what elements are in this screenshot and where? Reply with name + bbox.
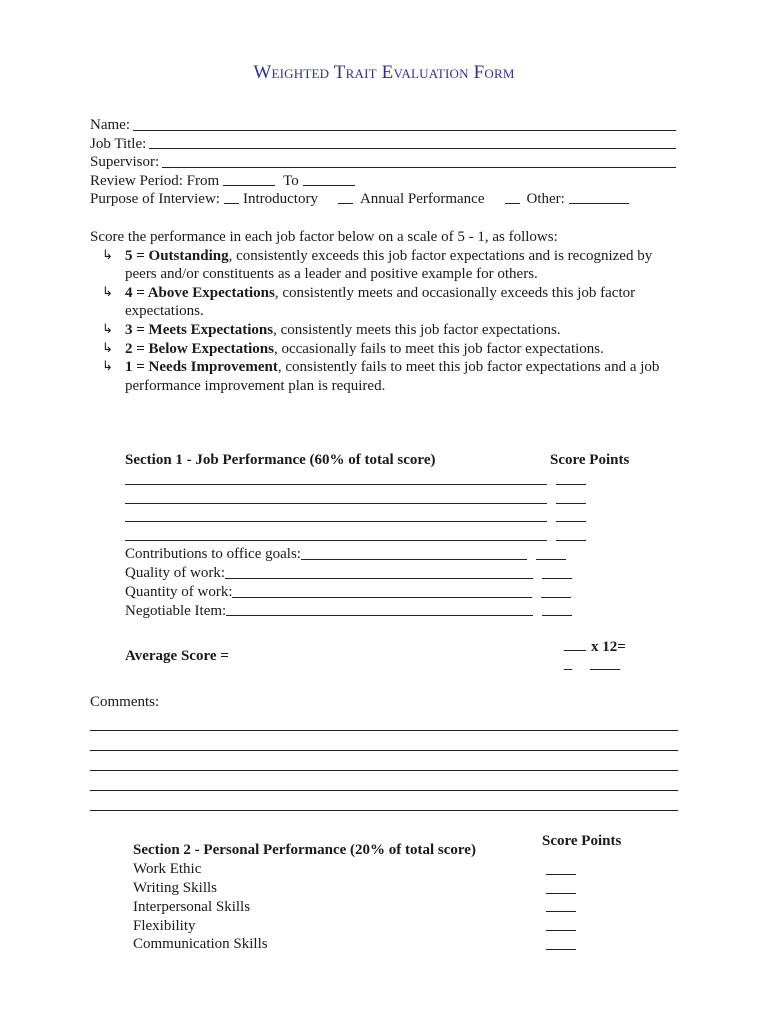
section2-item-row bbox=[133, 860, 593, 879]
annual-checkbox[interactable] bbox=[338, 190, 353, 204]
average-field[interactable] bbox=[564, 637, 586, 651]
section1-header bbox=[125, 451, 645, 470]
multiplier-label: x 12= bbox=[591, 639, 626, 655]
section2-item-row bbox=[133, 898, 593, 917]
section2-heading: Section 2 - Personal Performance (20% of total score) bbox=[133, 842, 476, 858]
score-field[interactable] bbox=[546, 893, 576, 894]
negotiable-field[interactable] bbox=[226, 615, 533, 616]
score-field[interactable] bbox=[542, 615, 572, 616]
supervisor-row bbox=[90, 153, 680, 172]
hooked-arrow-icon: ↳ bbox=[102, 359, 113, 375]
score-field[interactable] bbox=[541, 597, 571, 598]
comment-line[interactable] bbox=[90, 791, 678, 811]
section1-score-heading: Score Points bbox=[550, 452, 630, 468]
quality-label: Quality of work: bbox=[125, 565, 225, 582]
contributions-label: Contributions to office goals: bbox=[125, 546, 301, 563]
score-field[interactable] bbox=[556, 540, 586, 541]
writing-skills-label: Writing Skills bbox=[133, 880, 217, 896]
comments-block bbox=[90, 693, 678, 811]
section1-heading: Section 1 - Job Performance (60% of total score) bbox=[125, 452, 436, 468]
scale-intro-text: Score the performance in each job factor below on a scale of 5 - 1, as follows: bbox=[90, 229, 558, 245]
hooked-arrow-icon: ↳ bbox=[102, 284, 113, 300]
score-field[interactable] bbox=[556, 484, 586, 485]
section1-blank-row bbox=[125, 489, 645, 508]
hooked-arrow-icon: ↳ bbox=[102, 340, 113, 356]
scale-instructions bbox=[90, 228, 680, 395]
section1-item-row bbox=[125, 545, 645, 564]
review-period-to-label: To bbox=[283, 172, 299, 189]
review-period-from-field[interactable] bbox=[223, 172, 275, 186]
section2-items bbox=[133, 860, 593, 954]
section1-item-row bbox=[125, 602, 645, 621]
section1-item-row bbox=[125, 583, 645, 602]
weighted-score-field[interactable] bbox=[590, 656, 620, 670]
section2-score-heading: Score Points bbox=[542, 833, 622, 849]
average-calc bbox=[564, 637, 626, 657]
introductory-label: Introductory bbox=[242, 191, 318, 208]
flexibility-label: Flexibility bbox=[133, 917, 196, 934]
hooked-arrow-icon: ↳ bbox=[102, 321, 113, 337]
scale-item: ↳ 2 = Below Expectations, occasionally fails to meet this job factor expectations. bbox=[102, 340, 604, 357]
section2-item-row bbox=[133, 916, 593, 935]
purpose-row bbox=[90, 190, 680, 209]
introductory-checkbox[interactable] bbox=[224, 190, 239, 204]
scale-list bbox=[90, 247, 680, 396]
section1-blank-row bbox=[125, 526, 645, 545]
quality-field[interactable] bbox=[225, 578, 533, 579]
score-field[interactable] bbox=[546, 949, 576, 950]
name-field[interactable] bbox=[133, 116, 676, 131]
score-field[interactable] bbox=[546, 874, 576, 875]
other-checkbox[interactable] bbox=[505, 190, 520, 204]
review-period-from-label: Review Period: From bbox=[90, 172, 220, 189]
score-field[interactable] bbox=[556, 503, 586, 504]
job-factor-field[interactable] bbox=[125, 503, 547, 504]
supervisor-label: Supervisor: bbox=[90, 154, 160, 171]
job-factor-field[interactable] bbox=[125, 484, 547, 485]
interpersonal-skills-label: Interpersonal Skills bbox=[133, 898, 251, 915]
name-row bbox=[90, 116, 680, 135]
job-title-field[interactable] bbox=[149, 135, 676, 150]
name-label: Name: bbox=[90, 117, 130, 133]
quantity-field[interactable] bbox=[232, 597, 532, 598]
job-title-row bbox=[90, 135, 680, 154]
form-title: Weighted Trait Evaluation Form bbox=[253, 62, 515, 83]
comment-line[interactable] bbox=[90, 751, 678, 771]
score-field[interactable] bbox=[556, 521, 586, 522]
section2-item-row bbox=[133, 935, 593, 954]
comment-line[interactable] bbox=[90, 771, 678, 791]
job-factor-field[interactable] bbox=[125, 521, 547, 522]
other-field[interactable] bbox=[569, 190, 629, 204]
scale-item: ↳ 3 = Meets Expectations, consistently meets this job factor expectations. bbox=[102, 321, 561, 338]
scale-item: ↳ 4 = Above Expectations, consistently meets and occasionally exceeds this job factor expectations. bbox=[102, 284, 636, 320]
comment-line[interactable] bbox=[90, 712, 678, 732]
review-period-to-field[interactable] bbox=[303, 172, 355, 186]
contributions-field[interactable] bbox=[301, 559, 527, 560]
work-ethic-label: Work Ethic bbox=[133, 861, 202, 878]
weighted-field-a[interactable] bbox=[564, 656, 572, 670]
section1-blank-row bbox=[125, 508, 645, 527]
communication-skills-label: Communication Skills bbox=[133, 936, 268, 953]
hooked-arrow-icon: ↳ bbox=[102, 247, 113, 263]
review-period-row bbox=[90, 172, 680, 191]
negotiable-label: Negotiable Item: bbox=[125, 602, 227, 619]
comment-line[interactable] bbox=[90, 731, 678, 751]
comments-label: Comments: bbox=[90, 694, 160, 710]
score-field[interactable] bbox=[542, 578, 572, 579]
section1-job-performance bbox=[125, 451, 645, 620]
supervisor-field[interactable] bbox=[162, 153, 676, 168]
weighted-score-row bbox=[564, 656, 620, 676]
score-field[interactable] bbox=[536, 559, 566, 560]
quantity-label: Quantity of work: bbox=[125, 583, 233, 600]
score-field[interactable] bbox=[546, 911, 576, 912]
scale-item: ↳ 1 = Needs Improvement, consistently fails to meet this job factor expectations and a job performance improvement plan is required. bbox=[102, 359, 660, 394]
section1-blank-row bbox=[125, 470, 645, 489]
section2-item-row bbox=[133, 879, 593, 898]
average-score-label: Average Score = bbox=[125, 648, 229, 664]
employee-info-block bbox=[90, 116, 680, 209]
score-field[interactable] bbox=[546, 930, 576, 931]
section1-item-row bbox=[125, 564, 645, 583]
job-factor-field[interactable] bbox=[125, 540, 547, 541]
scale-item: ↳ 5 = Outstanding, consistently exceeds this job factor expectations and is recognized by peers and/or constituents as a leader and positive example for others. bbox=[102, 247, 653, 283]
annual-label: Annual Performance bbox=[359, 191, 485, 208]
job-title-label: Job Title: bbox=[90, 135, 147, 152]
other-label: Other: bbox=[526, 191, 565, 208]
purpose-label: Purpose of Interview: bbox=[90, 191, 220, 208]
